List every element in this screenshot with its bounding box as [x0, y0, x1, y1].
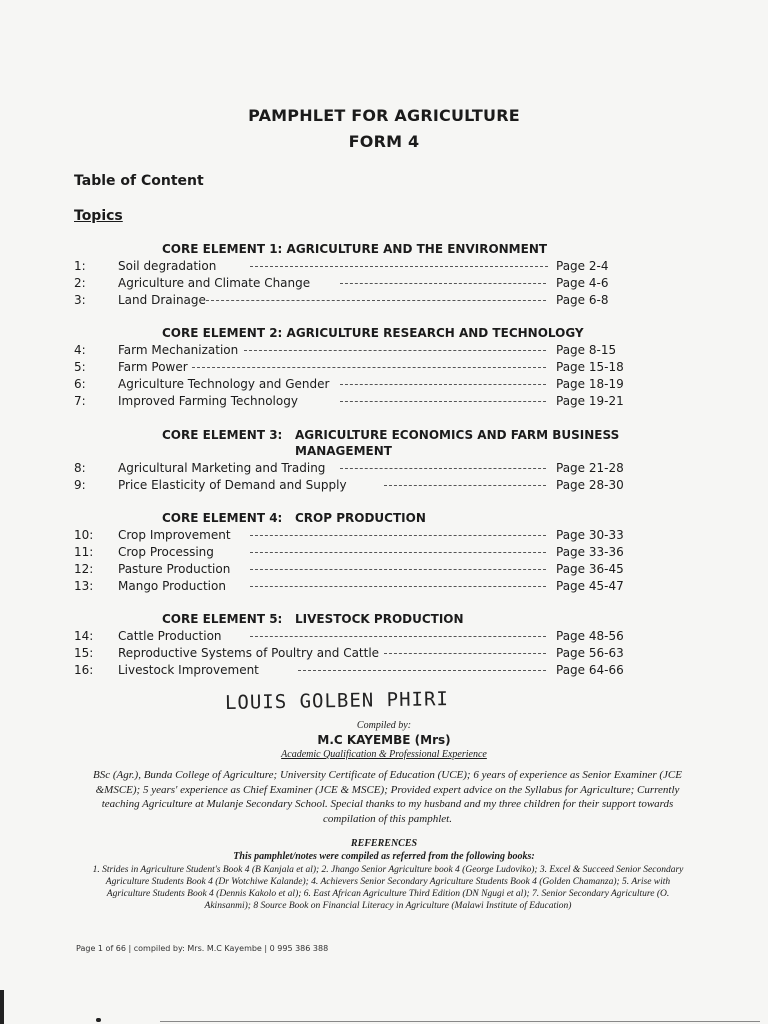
section-heading-3: CORE ELEMENT 3: — [162, 428, 283, 442]
section-name-4: CROP PRODUCTION — [295, 511, 426, 525]
author-bio: BSc (Agr.), Bunda College of Agriculture; University Certificate of Education (UCE); 6 years of experience as Senior Examiner (JCE &MSCE); 5 years' experience as Chief Examiner (JCE & MSCE); Provided expert advice on the Syllabus for Agriculture; Currently teaching Agriculture at Mulanje Secondary School. Special thanks to my husband and my three children for their support towards compilation of this pamphlet. — [93, 769, 682, 825]
toc-row-title: Price Elasticity of Demand and Supply — [118, 478, 347, 492]
toc-row-number: 16: — [74, 663, 94, 677]
references-heading: REFERENCES — [350, 838, 418, 849]
references-subheading: This pamphlet/notes were compiled as referred from the following books: — [233, 851, 535, 862]
toc-row-pages: Page 48-56 — [556, 629, 624, 643]
toc-row-title: Pasture Production — [118, 562, 231, 576]
references-list: 1. Strides in Agriculture Student's Book 4 (B Kanjala et al); 2. Jhango Senior Agriculture book 4 (George Ludoviko); 3. Excel & Succeed Senior Secondary Agriculture Students Book 4 (Dr Wotchiwe Kalande); 4. Achievers Senior Secondary Agriculture Students Book 4 (Golden Chamanza); 5. Arise with Agriculture Students Book 4 (Dennis Kakolo et al); 6. East African Agriculture Third Edition (DN Ngugi et al); 7. Senior Secondary Agriculture (O. Akinsanmi); 8 Source Book on Financial Literacy in Agriculture (Malawi Institute of Education) — [92, 865, 684, 911]
toc-row-title: Livestock Improvement — [118, 663, 259, 677]
toc-row-number: 6: — [74, 377, 86, 391]
page-footer: Page 1 of 66 | compiled by: Mrs. M.C Kayembe | 0 995 386 388 — [76, 944, 329, 953]
section-name-5: LIVESTOCK PRODUCTION — [295, 612, 464, 626]
toc-row-number: 8: — [74, 461, 86, 475]
dot-leader — [298, 670, 546, 671]
compiled-by-label: Compiled by: — [356, 720, 412, 731]
section-heading-1: CORE ELEMENT 1: AGRICULTURE AND THE ENVIRONMENT — [162, 242, 548, 256]
toc-row-title: Cattle Production — [118, 629, 222, 643]
toc-row-title: Farm Power — [118, 360, 188, 374]
author-name: M.C KAYEMBE (Mrs) — [317, 733, 451, 747]
toc-heading: Table of Content — [74, 173, 204, 189]
document-subtitle: FORM 4 — [348, 132, 420, 151]
toc-row-number: 10: — [74, 528, 94, 542]
toc-row-pages: Page 56-63 — [556, 646, 624, 660]
dot-leader — [250, 586, 546, 587]
toc-row-number: 2: — [74, 276, 86, 290]
dot-leader — [192, 367, 546, 368]
toc-row-number: 13: — [74, 579, 94, 593]
scan-edge-mark — [0, 990, 4, 1024]
toc-row-pages: Page 36-45 — [556, 562, 624, 576]
toc-row-pages: Page 2-4 — [556, 259, 609, 273]
toc-row-pages: Page 6-8 — [556, 293, 609, 307]
dot-leader — [250, 552, 546, 553]
section-name-3-cont: MANAGEMENT — [295, 444, 392, 458]
toc-row-number: 3: — [74, 293, 86, 307]
toc-row-pages: Page 64-66 — [556, 663, 624, 677]
scan-bottom-line — [160, 1021, 760, 1022]
toc-row-pages: Page 4-6 — [556, 276, 609, 290]
dot-leader — [250, 266, 548, 267]
toc-row-pages: Page 33-36 — [556, 545, 624, 559]
toc-row-pages: Page 30-33 — [556, 528, 624, 542]
toc-row-number: 4: — [74, 343, 86, 357]
toc-row-number: 5: — [74, 360, 86, 374]
toc-row-number: 11: — [74, 545, 94, 559]
dot-leader — [340, 283, 546, 284]
toc-row-title: Agricultural Marketing and Trading — [118, 461, 326, 475]
qualification-heading: Academic Qualification & Professional Experience — [281, 749, 487, 760]
dot-leader — [206, 300, 546, 301]
toc-row-title: Agriculture and Climate Change — [118, 276, 311, 290]
toc-row-pages: Page 21-28 — [556, 461, 624, 475]
toc-row-pages: Page 19-21 — [556, 394, 624, 408]
toc-row-title: Crop Processing — [118, 545, 214, 559]
topics-heading: Topics — [74, 208, 123, 224]
toc-row-pages: Page 18-19 — [556, 377, 624, 391]
section-heading-4: CORE ELEMENT 4: — [162, 511, 283, 525]
dot-leader — [250, 569, 546, 570]
toc-row-number: 12: — [74, 562, 94, 576]
toc-row-number: 14: — [74, 629, 94, 643]
dot-leader — [340, 384, 546, 385]
dot-leader — [340, 401, 546, 402]
dot-leader — [384, 653, 546, 654]
dot-leader — [244, 350, 546, 351]
toc-row-title: Land Drainage — [118, 293, 206, 307]
handwritten-signature: LOUIS GOLBEN PHIRI — [224, 688, 450, 714]
toc-row-title: Farm Mechanization — [118, 343, 239, 357]
toc-row-number: 1: — [74, 259, 86, 273]
section-heading-2: CORE ELEMENT 2: AGRICULTURE RESEARCH AND TECHNOLOGY — [162, 326, 584, 340]
toc-row-title: Mango Production — [118, 579, 226, 593]
toc-row-pages: Page 8-15 — [556, 343, 617, 357]
toc-row-number: 15: — [74, 646, 94, 660]
toc-row-title: Soil degradation — [118, 259, 217, 273]
scan-speck — [96, 1018, 101, 1022]
toc-row-number: 9: — [74, 478, 86, 492]
document-title: PAMPHLET FOR AGRICULTURE — [248, 106, 520, 125]
toc-row-title: Agriculture Technology and Gender — [118, 377, 330, 391]
section-heading-5: CORE ELEMENT 5: — [162, 612, 283, 626]
toc-row-title: Crop Improvement — [118, 528, 231, 542]
toc-row-title: Improved Farming Technology — [118, 394, 298, 408]
dot-leader — [250, 535, 546, 536]
dot-leader — [340, 468, 546, 469]
toc-row-pages: Page 45-47 — [556, 579, 624, 593]
dot-leader — [250, 636, 546, 637]
dot-leader — [384, 485, 546, 486]
toc-row-title: Reproductive Systems of Poultry and Cattle — [118, 646, 380, 660]
toc-row-pages: Page 28-30 — [556, 478, 624, 492]
section-name-3: AGRICULTURE ECONOMICS AND FARM BUSINESS — [295, 428, 620, 442]
toc-row-pages: Page 15-18 — [556, 360, 624, 374]
toc-row-number: 7: — [74, 394, 86, 408]
